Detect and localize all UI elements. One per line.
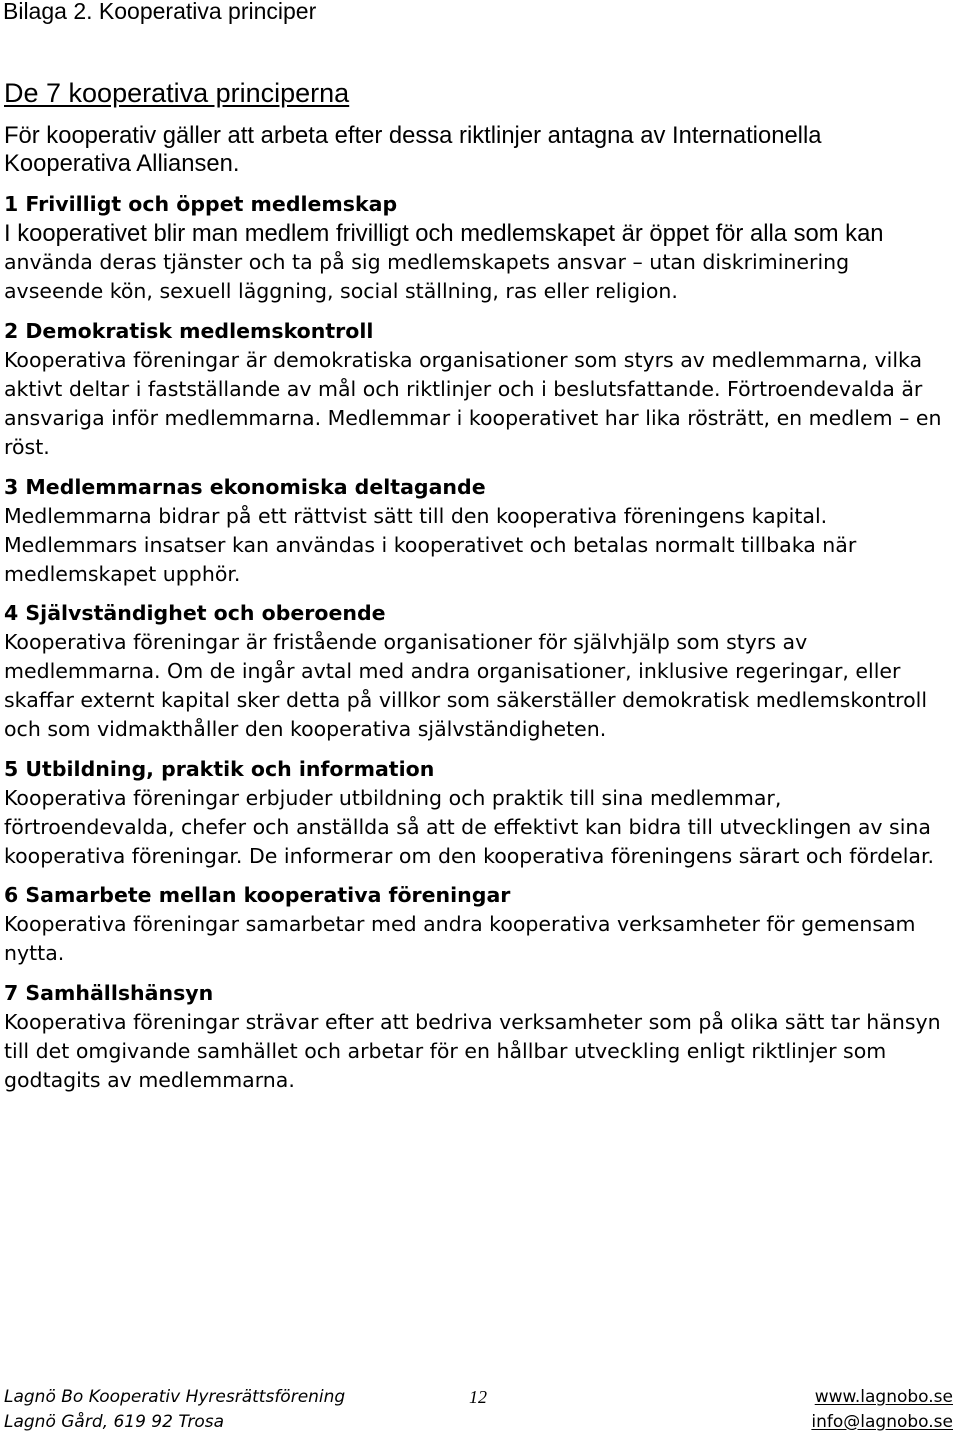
principle-text-line: använda deras tjänster och ta på sig medlemskapets ansvar – utan diskriminering <box>4 249 850 274</box>
principle-text-line: Medlemmarna bidrar på ett rättvist sätt till den kooperativa föreningens kapital. <box>4 503 828 528</box>
principle-text-line: skaffar externt kapital sker detta på villkor som säkerställer demokratisk medlemskontroll <box>4 687 928 712</box>
principle-4 <box>4 599 927 744</box>
principle-text-line: Kooperativa föreningar samarbetar med andra kooperativa verksamheter för gemensam <box>4 911 916 936</box>
principle-text-line: avseende kön, sexuell läggning, social ställning, ras eller religion. <box>4 278 678 303</box>
principle-text-line: röst. <box>4 434 50 459</box>
principle-text-line: Kooperativa föreningar erbjuder utbildning och praktik till sina medlemmar, <box>4 785 782 810</box>
principle-text-line: Medlemmars insatser kan användas i kooperativet och betalas normalt tillbaka när <box>4 532 857 557</box>
principle-heading: 4 Självständighet och oberoende <box>4 600 386 625</box>
principle-7 <box>4 979 941 1095</box>
intro-line: Kooperativa Alliansen. <box>4 149 240 177</box>
footer-contact-block <box>811 1385 953 1435</box>
principle-text-line: aktivt deltar i fastställande av mål och riktlinjer och i beslutsfattande. Förtroendevalda är <box>4 376 923 401</box>
principle-text-line: Kooperativa föreningar är fristående organisationer för självhjälp som styrs av <box>4 629 808 654</box>
principle-text-line: godtagits av medlemmarna. <box>4 1067 295 1092</box>
principle-text-line: medlemskapet upphör. <box>4 561 241 586</box>
principle-text-line: kooperativa föreningar. De informerar om den kooperativa föreningens särart och fördelar. <box>4 843 935 868</box>
principle-2 <box>4 317 941 462</box>
principle-6 <box>4 881 916 968</box>
principle-heading: 5 Utbildning, praktik och information <box>4 756 435 781</box>
principle-text-line: till det omgivande samhället och arbetar för en hållbar utveckling enligt riktlinjer som <box>4 1038 887 1063</box>
website-link[interactable]: www.lagnobo.se <box>814 1386 953 1407</box>
principle-text-line: förtroendevalda, chefer och anställda så att de effektivt kan bidra till utvecklingen av sina <box>4 814 931 839</box>
principle-3 <box>4 473 856 589</box>
principle-heading: 3 Medlemmarnas ekonomiska deltagande <box>4 474 486 499</box>
principle-heading: 6 Samarbete mellan kooperativa föreningar <box>4 882 511 907</box>
footer-address: Lagnö Gård, 619 92 Trosa <box>4 1411 225 1432</box>
attachment-title: Bilaga 2. Kooperativa principer <box>3 0 317 24</box>
intro-line: För kooperativ gäller att arbeta efter dessa riktlinjer antagna av Internationella <box>4 122 822 149</box>
footer-organization-name: Lagnö Bo Kooperativ Hyresrättsförening <box>4 1386 346 1407</box>
principle-heading: 2 Demokratisk medlemskontroll <box>4 318 374 343</box>
intro-paragraph <box>4 122 821 177</box>
principle-text-line: medlemmarna. Om de ingår avtal med andra organisationer, inklusive regeringar, eller <box>4 658 901 683</box>
page-number: 12 <box>469 1387 487 1407</box>
footer-organization-block <box>4 1385 345 1435</box>
principle-heading: 1 Frivilligt och öppet medlemskap <box>4 191 398 216</box>
principle-text-line: ansvariga inför medlemmarna. Medlemmar i kooperativet har lika rösträtt, en medlem – en <box>4 405 942 430</box>
email-link[interactable]: info@lagnobo.se <box>811 1411 953 1432</box>
document-title: De 7 kooperativa principerna <box>4 78 350 108</box>
principle-text-line: Kooperativa föreningar är demokratiska organisationer som styrs av medlemmarna, vilka <box>4 347 923 372</box>
principle-text-line: och som vidmakthåller den kooperativa självständigheten. <box>4 716 607 741</box>
principle-heading: 7 Samhällshänsyn <box>4 980 214 1005</box>
principle-5 <box>4 755 934 871</box>
principle-text-line: nytta. <box>4 940 65 965</box>
principle-1 <box>4 190 884 306</box>
principle-text-line: Kooperativa föreningar strävar efter att bedriva verksamheter som på olika sätt tar hänsyn <box>4 1009 941 1034</box>
principle-text-line: I kooperativet blir man medlem frivilligt och medlemskapet är öppet för alla som kan <box>4 219 884 247</box>
